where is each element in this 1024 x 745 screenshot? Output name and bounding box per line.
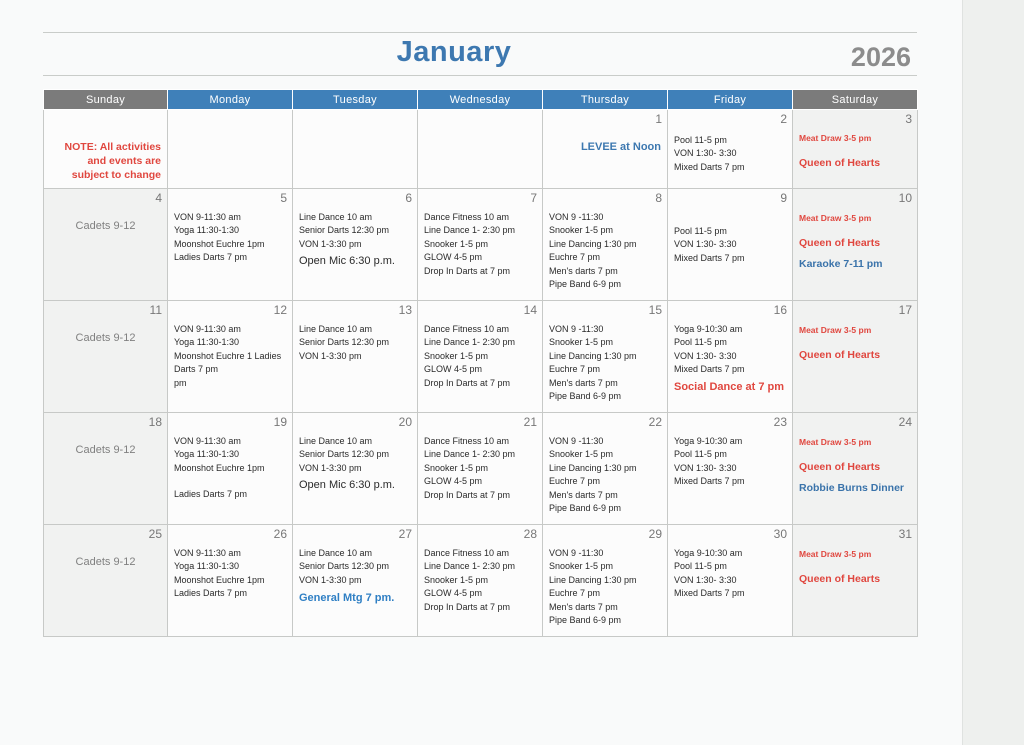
day-number: 2	[780, 112, 787, 126]
day-cell-1[interactable]	[543, 110, 668, 189]
open-mic-event: Open Mic 6:30 p.m.	[299, 255, 395, 268]
day-number: 21	[523, 415, 537, 429]
day-number: 23	[773, 415, 787, 429]
day-cell-5[interactable]	[168, 189, 293, 301]
event-line: Mixed Darts 7 pm	[674, 161, 745, 172]
day-cell-29[interactable]	[543, 525, 668, 637]
day-cell-17[interactable]	[793, 301, 918, 413]
day-cell-18[interactable]	[44, 413, 168, 525]
event-line: Dance Fitness 10 am	[424, 324, 510, 334]
day-number: 8	[655, 191, 662, 205]
event-line: Line Dance 10 am	[299, 548, 373, 558]
day-cell-8[interactable]	[543, 189, 668, 301]
event-line: Men's darts 7 pm	[549, 601, 618, 612]
event-line: Line Dance 10 am	[299, 212, 373, 222]
day-number: 18	[148, 415, 162, 429]
header-rule	[43, 75, 917, 76]
day-number: 14	[523, 303, 537, 317]
day-number: 4	[155, 191, 162, 205]
event-line: Mixed Darts 7 pm	[674, 364, 745, 375]
queen-of-hearts: Queen of Hearts	[799, 461, 881, 473]
week-row-5	[44, 525, 918, 637]
day-cell-14[interactable]	[418, 301, 543, 413]
event-line: Senior Darts 12:30 pm	[299, 561, 390, 572]
social-dance-event: Social Dance at 7 pm	[674, 380, 785, 393]
queen-of-hearts: Queen of Hearts	[799, 349, 881, 361]
event-line: Yoga 9-10:30 am	[674, 436, 743, 446]
day-cell-empty	[168, 110, 293, 189]
day-cell-empty	[293, 110, 418, 189]
event-line: Line Dance 10 am	[299, 436, 373, 446]
event-line: Snooker 1-5 pm	[549, 337, 614, 348]
event-line: VON 9 -11:30	[549, 212, 604, 222]
day-cell-3[interactable]	[793, 110, 918, 189]
event-line: GLOW 4-5 pm	[424, 364, 483, 375]
event-line: Drop In Darts at 7 pm	[424, 377, 511, 388]
day-cell-12[interactable]	[168, 301, 293, 413]
weekday-tuesday: Tuesday	[293, 90, 418, 110]
event-line: GLOW 4-5 pm	[424, 476, 483, 487]
weekday-friday: Friday	[668, 90, 793, 110]
levee-event: LEVEE at Noon	[580, 141, 661, 153]
event-line: Line Dance 1- 2:30 pm	[424, 561, 516, 572]
event-line: Snooker 1-5 pm	[549, 561, 614, 572]
event-line: VON 9-11:30 am	[174, 548, 241, 558]
event-line: VON 1:30- 3:30	[674, 574, 737, 585]
day-number: 13	[398, 303, 412, 317]
event-line: Mixed Darts 7 pm	[674, 476, 745, 487]
event-line: Line Dance 1- 2:30 pm	[424, 225, 516, 236]
day-cell-27[interactable]	[293, 525, 418, 637]
open-mic-event: Open Mic 6:30 p.m.	[299, 479, 395, 492]
queen-of-hearts: Queen of Hearts	[799, 157, 881, 169]
day-number: 30	[773, 527, 787, 541]
event-line: Pipe Band 6-9 pm	[549, 279, 622, 290]
day-cell-7[interactable]	[418, 189, 543, 301]
event-line: Dance Fitness 10 am	[424, 548, 510, 558]
weekday-header-row	[44, 90, 918, 110]
event-line: Euchre 7 pm	[549, 476, 601, 487]
day-number: 12	[273, 303, 287, 317]
event-line: VON 9 -11:30	[549, 436, 604, 446]
day-cell-15[interactable]	[543, 301, 668, 413]
event-line: Men's darts 7 pm	[549, 265, 618, 276]
event-line: Mixed Darts 7 pm	[674, 588, 745, 599]
day-number: 29	[648, 527, 662, 541]
event-line: Snooker 1-5 pm	[424, 238, 489, 249]
day-cell-13[interactable]	[293, 301, 418, 413]
event-line: Pool 11-5 pm	[674, 337, 727, 348]
event-line: Ladies Darts 7 pm	[174, 252, 248, 263]
event-line: Snooker 1-5 pm	[424, 574, 489, 585]
event-line: Darts 7 pm	[174, 364, 219, 375]
event-line: Moonshot Euchre 1pm	[174, 238, 265, 249]
meat-draw: Meat Draw 3-5 pm	[799, 133, 872, 143]
event-line: Line Dancing 1:30 pm	[549, 574, 637, 585]
event-line: Yoga 11:30-1:30	[174, 561, 240, 572]
weekday-wednesday: Wednesday	[418, 90, 543, 110]
event-line: GLOW 4-5 pm	[424, 252, 483, 263]
karaoke-event: Karaoke 7-11 pm	[799, 258, 883, 270]
week-row-2	[44, 189, 918, 301]
event-line: Pool 11-5 pm	[674, 226, 727, 236]
event-line: VON 1:30- 3:30	[674, 239, 737, 250]
event-line: Yoga 9-10:30 am	[674, 324, 743, 334]
event-line: Ladies Darts 7 pm	[174, 588, 248, 599]
event-line: Pool 11-5 pm	[674, 449, 727, 460]
event-line: Euchre 7 pm	[549, 252, 601, 263]
day-cell-30[interactable]	[668, 525, 793, 637]
day-number: 6	[405, 191, 412, 205]
meat-draw: Meat Draw 3-5 pm	[799, 437, 872, 447]
event-line: VON 9-11:30 am	[174, 436, 241, 446]
event-line: Moonshot Euchre 1 Ladies	[174, 350, 282, 361]
event-line: Men's darts 7 pm	[549, 489, 618, 500]
event-line: Line Dancing 1:30 pm	[549, 462, 637, 473]
day-cell-21[interactable]	[418, 413, 543, 525]
event-line: Yoga 11:30-1:30	[174, 337, 240, 348]
cadets-event: Cadets 9-12	[75, 332, 136, 344]
weekday-sunday: Sunday	[44, 90, 168, 110]
robbie-burns-event: Robbie Burns Dinner	[799, 482, 905, 494]
event-line: VON 1-3:30 pm	[299, 462, 362, 473]
event-line: Dance Fitness 10 am	[424, 436, 510, 446]
week-row-1	[44, 110, 918, 189]
event-line: Pool 11-5 pm	[674, 135, 727, 145]
event-line: Pipe Band 6-9 pm	[549, 503, 622, 514]
weekday-monday: Monday	[168, 90, 293, 110]
event-line: Snooker 1-5 pm	[549, 449, 614, 460]
day-cell-6[interactable]	[293, 189, 418, 301]
event-line: VON 1-3:30 pm	[299, 574, 362, 585]
event-line: VON 1-3:30 pm	[299, 350, 362, 361]
event-line: Line Dance 1- 2:30 pm	[424, 337, 516, 348]
day-number: 9	[780, 191, 787, 205]
day-cell-16[interactable]	[668, 301, 793, 413]
day-cell-25[interactable]	[44, 525, 168, 637]
event-line: Yoga 11:30-1:30	[174, 449, 240, 460]
event-line: Euchre 7 pm	[549, 364, 601, 375]
change-note: NOTE: All activities and events are subject to change	[64, 141, 161, 181]
day-number: 25	[148, 527, 162, 541]
event-line: Senior Darts 12:30 pm	[299, 337, 390, 348]
day-number: 22	[648, 415, 662, 429]
general-meeting-event: General Mtg 7 pm.	[299, 592, 395, 605]
day-number: 28	[523, 527, 537, 541]
meat-draw: Meat Draw 3-5 pm	[799, 213, 872, 223]
event-line: Moonshot Euchre 1pm	[174, 574, 265, 585]
month-title: January	[396, 36, 512, 68]
event-line: Pool 11-5 pm	[674, 561, 727, 572]
event-line: VON 9 -11:30	[549, 548, 604, 558]
event-line: GLOW 4-5 pm	[424, 588, 483, 599]
day-cell-23[interactable]	[668, 413, 793, 525]
event-line: Pipe Band 6-9 pm	[549, 615, 622, 626]
week-row-3	[44, 301, 918, 413]
event-line: Pipe Band 6-9 pm	[549, 391, 622, 402]
day-cell-11[interactable]	[44, 301, 168, 413]
day-cell-26[interactable]	[168, 525, 293, 637]
event-line: Line Dancing 1:30 pm	[549, 350, 637, 361]
event-line: Snooker 1-5 pm	[549, 225, 614, 236]
scanner-edge	[962, 0, 1024, 745]
day-cell-empty	[418, 110, 543, 189]
event-line: VON 1:30- 3:30	[674, 350, 737, 361]
event-line: Line Dance 10 am	[299, 324, 373, 334]
day-cell-19[interactable]	[168, 413, 293, 525]
day-cell-empty	[44, 110, 168, 189]
event-line: Yoga 9-10:30 am	[674, 548, 743, 558]
day-number: 31	[898, 527, 912, 541]
event-line: VON 1:30- 3:30	[674, 462, 737, 473]
day-number: 5	[280, 191, 287, 205]
event-line: Drop In Darts at 7 pm	[424, 489, 511, 500]
event-line: VON 9-11:30 am	[174, 212, 241, 222]
event-line: Euchre 7 pm	[549, 588, 601, 599]
event-line: Mixed Darts 7 pm	[674, 252, 745, 263]
event-line: Ladies Darts 7 pm	[174, 489, 248, 500]
event-line: Drop In Darts at 7 pm	[424, 601, 511, 612]
day-number: 10	[898, 191, 912, 205]
event-line: Men's darts 7 pm	[549, 377, 618, 388]
day-number: 27	[398, 527, 412, 541]
event-line: Dance Fitness 10 am	[424, 212, 510, 222]
cadets-event: Cadets 9-12	[75, 444, 136, 456]
event-line: Snooker 1-5 pm	[424, 462, 489, 473]
event-line: VON 1:30- 3:30	[674, 148, 737, 159]
event-line: Drop In Darts at 7 pm	[424, 265, 511, 276]
weekday-thursday: Thursday	[543, 90, 668, 110]
week-row-4	[44, 413, 918, 525]
weekday-saturday: Saturday	[793, 90, 918, 110]
queen-of-hearts: Queen of Hearts	[799, 237, 881, 249]
meat-draw: Meat Draw 3-5 pm	[799, 549, 872, 559]
event-line: Yoga 11:30-1:30	[174, 225, 240, 236]
event-line: VON 9 -11:30	[549, 324, 604, 334]
day-cell-28[interactable]	[418, 525, 543, 637]
meat-draw: Meat Draw 3-5 pm	[799, 325, 872, 335]
day-number: 3	[905, 112, 912, 126]
day-cell-4[interactable]	[44, 189, 168, 301]
day-cell-31[interactable]	[793, 525, 918, 637]
cadets-event: Cadets 9-12	[75, 220, 136, 232]
year-title: 2026	[850, 42, 911, 72]
event-line: pm	[174, 377, 187, 388]
day-number: 16	[773, 303, 787, 317]
day-number: 7	[530, 191, 537, 205]
day-cell-2[interactable]	[668, 110, 793, 189]
day-cell-24[interactable]	[793, 413, 918, 525]
day-number: 1	[655, 112, 662, 126]
event-line: Line Dance 1- 2:30 pm	[424, 449, 516, 460]
day-number: 19	[273, 415, 287, 429]
event-line: VON 9-11:30 am	[174, 324, 241, 334]
day-number: 11	[149, 303, 162, 317]
day-number: 20	[398, 415, 412, 429]
event-line: Senior Darts 12:30 pm	[299, 225, 390, 236]
day-cell-20[interactable]	[293, 413, 418, 525]
day-cell-10[interactable]	[793, 189, 918, 301]
day-number: 17	[898, 303, 912, 317]
calendar-grid	[43, 89, 918, 637]
event-line: Snooker 1-5 pm	[424, 350, 489, 361]
day-number: 26	[273, 527, 287, 541]
event-line: Senior Darts 12:30 pm	[299, 449, 390, 460]
cadets-event: Cadets 9-12	[75, 556, 136, 568]
day-cell-9[interactable]	[668, 189, 793, 301]
queen-of-hearts: Queen of Hearts	[799, 573, 881, 585]
event-line: Line Dancing 1:30 pm	[549, 238, 637, 249]
day-number: 15	[648, 303, 662, 317]
top-rule	[43, 32, 917, 33]
event-line: VON 1-3:30 pm	[299, 238, 362, 249]
event-line: Moonshot Euchre 1pm	[174, 462, 265, 473]
day-number: 24	[898, 415, 912, 429]
day-cell-22[interactable]	[543, 413, 668, 525]
